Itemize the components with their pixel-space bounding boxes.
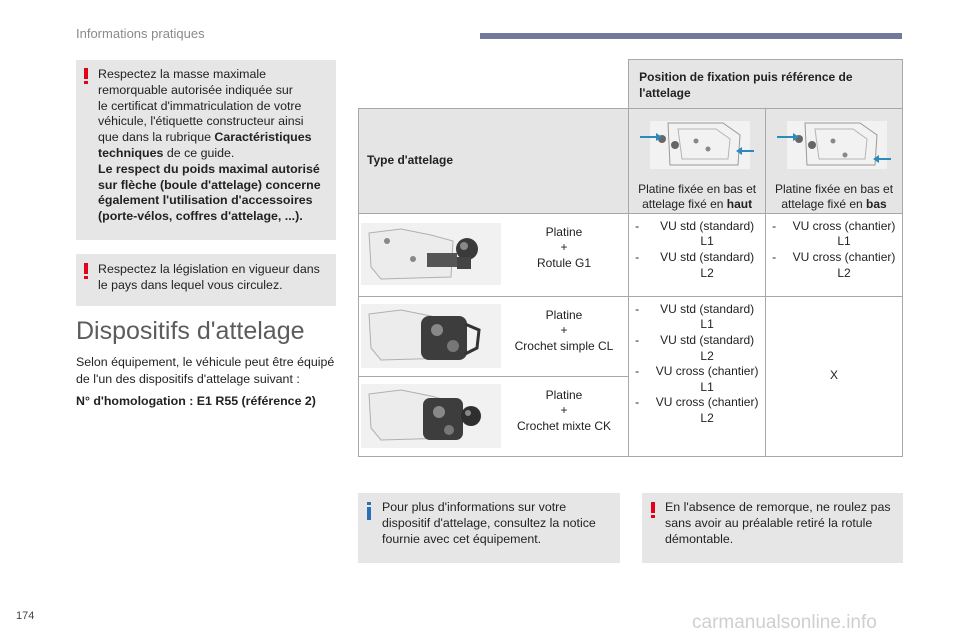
warning-line: le certificat d'immatriculation de votre xyxy=(98,98,302,113)
col-haut-header: Platine fixée en bas et attelage fixé en haut xyxy=(629,109,766,214)
link-caracteristiques: Caractéristiques xyxy=(214,130,312,145)
warning-line: démontable. xyxy=(665,531,734,546)
warning-box-legislation xyxy=(76,254,336,306)
warning-icon xyxy=(650,502,660,518)
device-cell-rotule xyxy=(359,213,629,296)
ref-list-bas-row1: - VU cross (chantier) L1 - VU cross (chantier) L2 xyxy=(766,213,903,296)
col-haut-line1: Platine fixée en bas et xyxy=(638,181,757,196)
info-line: Pour plus d'informations sur votre xyxy=(382,500,567,514)
device-name-line: + xyxy=(560,323,568,338)
towbar-diagram-haut xyxy=(638,115,756,173)
col-bas-header: Platine fixée en bas et attelage fixé en bas xyxy=(766,109,903,214)
ref-bas-rows23: X xyxy=(766,296,903,456)
watermark: carmanualsonline.info xyxy=(692,612,877,633)
warning-line: Respectez la législation en vigueur dans xyxy=(98,262,320,276)
page-title: Dispositifs d'attelage xyxy=(76,317,305,345)
warning-icon xyxy=(83,68,93,84)
info-icon xyxy=(366,502,372,525)
warning-bold-line: sur flèche (boule d'attelage) concerne xyxy=(98,177,321,192)
warning-line: techniques de ce guide. xyxy=(98,145,235,160)
col-haut-position: haut xyxy=(726,197,753,212)
device-name-line: Crochet simple CL xyxy=(514,338,614,353)
device-name-line: Rotule G1 xyxy=(536,255,592,270)
device-cell-crochet-simple xyxy=(359,296,629,376)
ref-list-haut-row1: - VU std (standard) L1 - VU std (standard) L2 xyxy=(629,213,766,296)
warning-line: Respectez la masse maximale xyxy=(98,67,267,81)
info-line: fournie avec cet équipement. xyxy=(382,531,542,546)
towbar-diagram-bas xyxy=(775,115,893,173)
ref-list-haut-rows23: - VU std (standard) L1 - VU std (standard) L2 - VU cross (chantier) L1 - VU cross (chantier) L2 xyxy=(629,296,766,456)
warning-line: que dans la rubrique Caractéristiques xyxy=(98,130,312,145)
warning-line: sans avoir au préalable retiré la rotule xyxy=(665,515,873,530)
warning-line: remorquable autorisée indiquée sur xyxy=(98,82,293,97)
homologation-number: N° d'homologation : E1 R55 (référence 2) xyxy=(76,394,316,408)
col-bas-line1: Platine fixée en bas et xyxy=(774,181,894,196)
rotule-g1-image xyxy=(361,219,501,289)
crochet-mixte-image xyxy=(361,382,501,452)
device-name-line: + xyxy=(560,240,568,255)
device-cell-crochet-mixte xyxy=(359,376,629,456)
device-name-line: + xyxy=(560,403,568,418)
info-note-box xyxy=(358,493,620,563)
page-number: 174 xyxy=(16,610,35,622)
device-name-line: Crochet mixte CK xyxy=(516,418,612,433)
section-header: Informations pratiques xyxy=(76,26,205,41)
towbar-table xyxy=(358,59,903,457)
warning-box-mass xyxy=(76,60,336,240)
warning-line: véhicule, l'étiquette constructeur ainsi xyxy=(98,114,304,129)
warning-bold-line: également l'utilisation d'accessoires xyxy=(98,193,313,208)
position-header: Position de fixation puis référence de l'attelage xyxy=(629,60,903,109)
device-name-line: Platine xyxy=(545,387,583,402)
warning-line: le pays dans lequel vous circulez. xyxy=(98,277,283,292)
crochet-simple-image xyxy=(361,302,501,372)
col-bas-position: bas xyxy=(866,197,887,212)
warning-bold-line: Le respect du poids maximal autorisé xyxy=(98,161,320,176)
warning-icon xyxy=(83,263,93,279)
intro-text: Selon équipement, le véhicule peut être équipé de l'un des dispositifs d'attelage suivant : xyxy=(76,355,335,386)
type-header: Type d'attelage xyxy=(359,109,629,214)
header-bar xyxy=(480,33,902,39)
device-name-line: Platine xyxy=(545,224,583,239)
warning-bold-line: (porte-vélos, coffres d'attelage, ...). xyxy=(98,209,303,224)
device-name-line: Platine xyxy=(545,307,583,322)
info-line: dispositif d'attelage, consultez la notice xyxy=(382,515,596,530)
warning-line: En l'absence de remorque, ne roulez pas xyxy=(665,500,891,514)
warning-box-rotule xyxy=(642,493,903,563)
